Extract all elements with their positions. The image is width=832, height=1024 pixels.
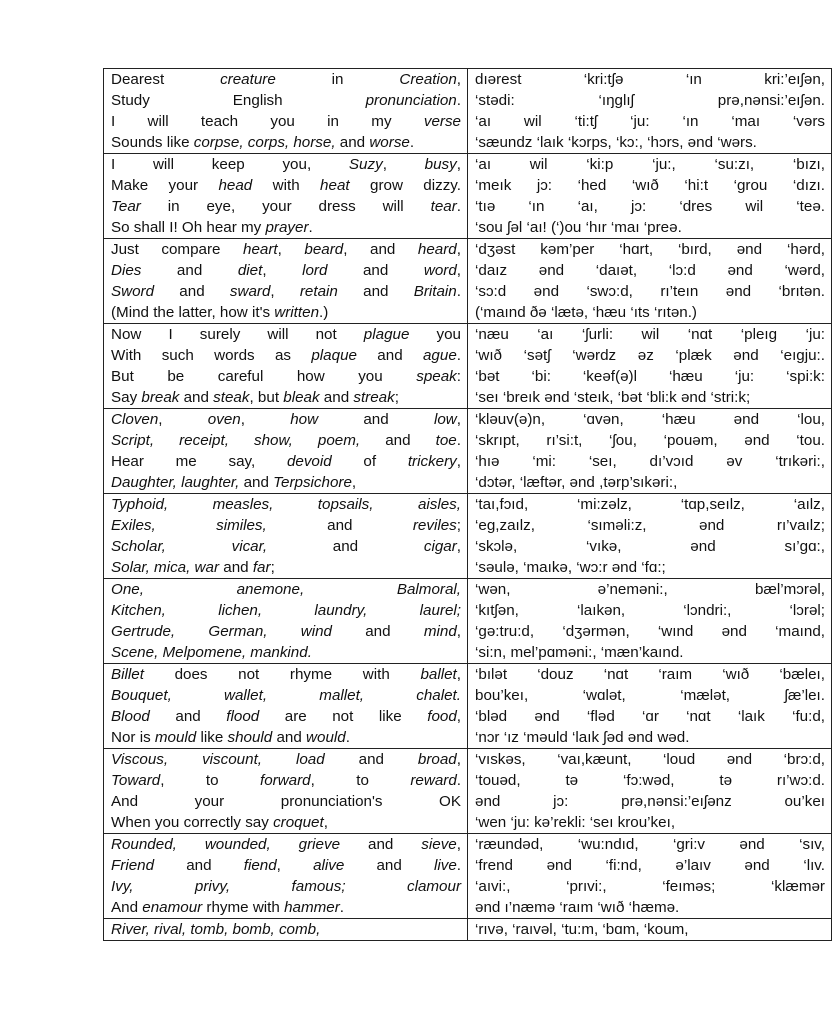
stanza-row [104,154,832,239]
phonetic-line: ‘taı,fɔıd, ‘mi:zəlz, ‘tɑp,seılz, ‘aılz, [475,496,825,513]
italic-word: Ivy, privy, famous; clamour [111,878,461,895]
phonetic-line: ‘meık jɔ: ‘hed ‘wıð ‘hi:t ‘grou ‘dızı. [475,177,825,194]
italic-word: diet [237,262,263,279]
plain-text: . [456,347,462,364]
phonetic-line: ‘tıə ‘ın ‘aı, jɔ: ‘dres wil ‘teə. [475,198,825,215]
english-verse-cell [104,154,468,239]
italic-word: Toward [111,772,161,789]
plain-text: I will teach you in my [111,113,424,130]
italic-word: how [290,411,319,428]
plain-text: and [337,283,414,300]
english-line [111,536,461,557]
plain-text: Say [111,389,142,406]
italic-word: cigar [423,538,457,555]
plain-text: Hear me say, [111,453,287,470]
plain-text: (Mind the latter, how it's [111,304,275,321]
phonetic-line: ‘daız ənd ‘daıət, ‘lɔ:d ənd ‘wərd, [475,262,825,279]
phonetic-transcription-cell [468,69,832,154]
plain-text: When you correctly say [111,814,274,831]
phonetic-line: ‘dʒəst kəm’per ‘hɑrt, ‘bırd, ənd ‘hərd, [475,241,825,258]
plain-text: rhyme with [202,899,285,916]
plain-text: . [456,283,461,300]
plain-text: . [308,219,313,236]
italic-word: broad [417,751,457,768]
english-line [111,217,461,238]
italic-word: creature [220,71,276,88]
plain-text: , [276,857,314,874]
plain-text: you [409,326,461,343]
english-verse-cell [104,834,468,919]
english-line [111,876,461,897]
italic-word: Friend [111,857,155,874]
plain-text: , [240,411,291,428]
italic-word: Britain [413,283,457,300]
phonetic-transcription-cell [468,154,832,239]
phonetic-line: ‘sou ʃəl ‘aı! (‘)ou ‘hır ‘maı ‘preə. [475,219,682,236]
plain-text: Make your [111,177,219,194]
plain-text: Dearest [111,71,221,88]
plain-text: . [456,857,462,874]
plain-text: and [272,729,307,746]
italic-word: food [427,708,457,725]
english-line [111,557,461,578]
english-line [111,324,461,345]
italic-word: alive [313,857,345,874]
plain-text: , but [249,389,284,406]
plain-text: , [456,241,461,258]
italic-word: plague [363,326,410,343]
plain-text: and [331,623,424,640]
phonetic-transcription-cell [468,919,832,941]
italic-word: should [227,729,273,746]
plain-text: But be careful how you [111,368,417,385]
phonetic-transcription-cell [468,239,832,324]
phonetic-line: ‘kıtʃən, ‘laıkən, ‘lɔndri:, ‘lɔrəl; [475,602,825,619]
italic-word: busy [424,156,457,173]
plain-text: and [149,708,227,725]
english-line [111,90,461,111]
italic-word: Typhoid, measles, topsails, aisles, [111,496,461,513]
plain-text: . [456,772,462,789]
english-line [111,770,461,791]
italic-word: live [433,857,457,874]
plain-text: Just compare [111,241,244,258]
italic-word: Rounded, wounded, grieve [111,836,341,853]
italic-word: Sword [111,283,155,300]
english-verse-cell [104,324,468,409]
plain-text: and [154,283,230,300]
english-verse-cell [104,409,468,494]
english-line [111,111,461,132]
italic-word: hammer [284,899,340,916]
english-verse-cell [104,919,468,941]
phonetic-line: ‘bət ‘bi: ‘keəf(ə)l ‘hæu ‘ju: ‘spi:k: [475,368,825,385]
phonetic-line: ‘bləd ənd ‘fləd ‘ɑr ‘nɑt ‘laık ‘fu:d, [475,708,825,725]
italic-word: Exiles, similes, [111,517,267,534]
english-line [111,302,461,323]
plain-text: , [456,453,461,470]
italic-word: mould [154,729,197,746]
plain-text: and [141,262,238,279]
italic-word: Suzy [348,156,383,173]
phonetic-line: ‘dɔtər, ‘læftər, ənd ,tərp’sıkəri:, [475,474,678,491]
plain-text: , [456,836,461,853]
english-line [111,834,461,855]
english-line [111,196,461,217]
italic-word: lord [302,262,328,279]
english-line [111,685,461,706]
plain-text: And [111,899,143,916]
english-line [111,69,461,90]
italic-word: trickery [407,453,457,470]
italic-word: Cloven [111,411,159,428]
plain-text: and [267,538,424,555]
phonetic-line: ‘aı wil ‘ti:tʃ ‘ju: ‘ın ‘maı ‘vərs [475,113,825,130]
english-line [111,430,461,451]
phonetic-line: ‘wən, ə’neməni:, bæl’mɔrəl, [475,581,825,598]
plain-text: , [456,71,461,88]
italic-word: break [141,389,180,406]
phonetic-line: ‘aı wil ‘ki:p ‘ju:, ‘su:zı, ‘bızı, [475,156,825,173]
plain-text: and [319,389,354,406]
plain-text: . [345,729,350,746]
english-line [111,239,461,260]
plain-text: , [382,156,425,173]
italic-word: steak [213,389,250,406]
plain-text: ; [394,389,399,406]
stanza-row [104,494,832,579]
phonetic-line: ‘kləuv(ə)n, ‘ɑvən, ‘hæu ənd ‘lou, [475,411,825,428]
poem-table [103,68,832,941]
plain-text: .) [319,304,329,321]
english-line [111,812,461,833]
english-line [111,281,461,302]
phonetic-line: ‘gə:tru:d, ‘dʒərmən, ‘wınd ənd ‘maınd, [475,623,825,640]
stanza-row [104,749,832,834]
italic-word: verse [423,113,461,130]
italic-word: sieve [421,836,457,853]
italic-word: plaque [311,347,357,364]
italic-word: tear [430,198,457,215]
english-line [111,345,461,366]
phonetic-line: ‘wıð ‘sətʃ ‘wərdz əz ‘plæk ənd ‘eıgju:. [475,347,825,364]
plain-text: , [456,666,461,683]
english-verse-cell [104,239,468,324]
plain-text: : [456,368,461,385]
plain-text: and [340,836,422,853]
stanza-row [104,409,832,494]
italic-word: fiend [243,857,277,874]
phonetic-line: ‘skrıpt, rı’si:t, ‘ʃou, ‘pouəm, ənd ‘tou. [475,432,825,449]
plain-text: , [270,283,300,300]
phonetic-line: ‘sæundz ‘laık ‘kɔrps, ‘kɔ:, ‘hɔrs, ənd ‘wərs. [475,134,757,151]
plain-text: , to [160,772,260,789]
italic-word: sward [229,283,271,300]
stanza-row [104,919,832,941]
italic-word: Scene, Melpomene, mankind. [111,644,312,661]
plain-text: , [456,708,462,725]
italic-word: streak [353,389,395,406]
plain-text: With such words as [111,347,312,364]
phonetic-line: ‘si:n, mel’pɑməni:, ‘mæn’kaınd. [475,644,684,661]
italic-word: Solar, mica, war [111,559,220,576]
stanza-row [104,664,832,749]
italic-word: heat [320,177,350,194]
plain-text: Study English [111,92,366,109]
stanza-row [104,579,832,664]
english-verse-cell [104,664,468,749]
english-line [111,791,461,812]
plain-text: , to [310,772,411,789]
phonetic-line: ‘stədi: ‘ıŋglıʃ prə,nənsi:’eıʃən. [475,92,825,109]
plain-text: Sounds like [111,134,194,151]
italic-word: heart [243,241,278,258]
italic-word: enamour [142,899,203,916]
phonetic-line: ənd jɔ: prə,nənsi:’eıʃənz ou’keı [475,793,825,810]
italic-word: Blood [111,708,150,725]
italic-word: low [433,411,457,428]
italic-word: forward [259,772,311,789]
plain-text: Now I surely will not [111,326,364,343]
plain-text: and [356,347,423,364]
english-verse-cell [104,579,468,664]
italic-word: Terpsichore [273,474,352,491]
italic-word: River, rival, tomb, bomb, comb, [111,921,321,938]
phonetic-transcription-cell [468,834,832,919]
english-line [111,855,461,876]
plain-text: So shall I! Oh hear my [111,219,266,236]
italic-word: Viscous, viscount, load [111,751,325,768]
italic-word: word [423,262,457,279]
phonetic-line: ‘wen ‘ju: kə’rekli: ‘seı krou’keı, [475,814,676,831]
plain-text: and [335,134,370,151]
english-line [111,472,461,493]
english-line [111,260,461,281]
plain-text: ; [270,559,275,576]
english-line [111,642,461,663]
italic-word: written [274,304,320,321]
italic-word: reward [410,772,457,789]
plain-text: and [239,474,274,491]
phonetic-line: ‘nɔr ‘ız ‘məuld ‘laık ʃəd ənd wəd. [475,729,690,746]
english-line [111,154,461,175]
plain-text: and [327,262,424,279]
italic-word: Script, receipt, show, poem, [111,432,361,449]
phonetic-line: ‘bılət ‘douz ‘nɑt ‘raım ‘wıð ‘bæleı, [475,666,825,683]
english-line [111,494,461,515]
stanza-row [104,239,832,324]
plain-text: does not rhyme with [143,666,421,683]
italic-word: Billet [111,666,144,683]
english-line [111,366,461,387]
plain-text: and [219,559,253,576]
english-verse-cell [104,69,468,154]
italic-word: beard [304,241,344,258]
plain-text: with [252,177,321,194]
italic-word: croquet [273,814,324,831]
italic-word: pronunciation [365,92,457,109]
phonetic-line: ‘skɔlə, ‘vıkə, ənd sı’gɑ:, [475,538,825,555]
plain-text: . [456,198,461,215]
plain-text: , [323,814,328,831]
plain-text: I will keep you, [111,156,349,173]
phonetic-line: ‘seı ‘breık ənd ‘steık, ‘bət ‘bli:k ənd ‘stri:k; [475,389,751,406]
english-line [111,132,461,153]
plain-text: . [456,92,461,109]
italic-word: head [218,177,253,194]
plain-text: . [456,432,461,449]
plain-text: , [351,474,357,491]
italic-word: Creation [399,71,457,88]
italic-word: corpse, corps, horse, [193,134,336,151]
plain-text: , and [343,241,418,258]
plain-text: and [266,517,413,534]
plain-text: like [196,729,228,746]
english-verse-cell [104,494,468,579]
plain-text: Nor is [111,729,155,746]
plain-text: and [360,432,436,449]
poem-rows [104,69,832,941]
phonetic-transcription-cell [468,494,832,579]
italic-word: Gertrude, German, wind [111,623,332,640]
english-line [111,749,461,770]
italic-word: bleak [283,389,320,406]
italic-word: flood [226,708,260,725]
phonetic-line: ‘frend ənd ‘fi:nd, ə’laıv ənd ‘lıv. [475,857,825,874]
italic-word: ague [422,347,457,364]
plain-text: of [331,453,408,470]
phonetic-line: ənd ı’næmə ‘raım ‘wıð ‘hæmə. [475,899,680,916]
plain-text: , [456,411,461,428]
italic-word: far [252,559,271,576]
stanza-row [104,834,832,919]
stanza-row [104,69,832,154]
english-line [111,919,461,940]
plain-text: , [456,538,462,555]
italic-word: Tear [111,198,141,215]
plain-text: And your pronunciation's OK [111,793,461,810]
english-line [111,600,461,621]
italic-word: retain [299,283,338,300]
plain-text: in eye, your dress will [140,198,431,215]
italic-word: reviles [412,517,457,534]
italic-word: Dies [111,262,142,279]
plain-text: and [344,857,434,874]
plain-text: , [262,262,303,279]
italic-word: Scholar, vicar, [111,538,268,555]
plain-text: grow dizzy. [349,177,461,194]
plain-text: and [179,389,214,406]
phonetic-line: ‘vıskəs, ‘vaı,kæunt, ‘loud ənd ‘brɔ:d, [475,751,825,768]
italic-word: would [306,729,346,746]
english-line [111,175,461,196]
italic-word: worse [369,134,410,151]
english-line [111,409,461,430]
plain-text: , [456,262,462,279]
phonetic-line: (‘maınd ðə ‘lætə, ‘hæu ‘ıts ‘rıtən.) [475,304,697,321]
plain-text: . [409,134,415,151]
phonetic-line: ‘touəd, tə ‘fɔ:wəd, tə rı’wɔ:d. [475,772,825,789]
english-line [111,897,461,918]
english-line [111,706,461,727]
plain-text: . [339,899,345,916]
plain-text: and [318,411,434,428]
phonetic-transcription-cell [468,409,832,494]
phonetic-line: ‘eg,zaılz, ‘sıməli:z, ənd rı’vaılz; [475,517,825,534]
phonetic-transcription-cell [468,579,832,664]
english-verse-cell [104,749,468,834]
phonetic-line: ‘aıvi:, ‘prıvi:, ‘feıməs; ‘klæmər [475,878,825,895]
phonetic-line: ‘sɔ:d ənd ‘swɔ:d, rı’teın ənd ‘brıtən. [475,283,825,300]
plain-text: , [277,241,305,258]
plain-text: in [275,71,400,88]
phonetic-line: bou’keı, ‘wɑlət, ‘mælət, ʃæ’leı. [475,687,825,704]
italic-word: Daughter, laughter, [111,474,240,491]
phonetic-line: ‘rıvə, ‘raıvəl, ‘tu:m, ‘bɑm, ‘koum, [475,921,689,938]
italic-word: oven [207,411,241,428]
phonetic-line: ‘ræundəd, ‘wu:ndıd, ‘gri:v ənd ‘sıv, [475,836,825,853]
italic-word: toe [435,432,457,449]
plain-text: , [158,411,208,428]
italic-word: Bouquet, wallet, mallet, chalet. [111,687,461,704]
english-line [111,727,461,748]
phonetic-line: dıərest ‘kri:tʃə ‘ın kri:’eıʃən, [475,71,825,88]
italic-word: mind [423,623,457,640]
english-line [111,451,461,472]
phonetic-transcription-cell [468,324,832,409]
plain-text: are not like [259,708,428,725]
plain-text: , [456,156,461,173]
italic-word: Kitchen, lichen, laundry, laurel; [111,602,461,619]
italic-word: One, anemone, Balmoral, [111,581,461,598]
phonetic-transcription-cell [468,749,832,834]
plain-text: and [324,751,418,768]
phonetic-transcription-cell [468,664,832,749]
stanza-row [104,324,832,409]
plain-text: and [154,857,244,874]
italic-word: prayer [265,219,309,236]
plain-text: , [456,623,461,640]
english-line [111,515,461,536]
phonetic-line: ‘hıə ‘mi: ‘seı, dı’vɔıd əv ‘trıkəri:, [475,453,825,470]
english-line [111,387,461,408]
plain-text: ; [456,517,461,534]
italic-word: devoid [286,453,332,470]
phonetic-line: ‘səulə, ‘maıkə, ‘wɔ:r ənd ‘fɑ:; [475,559,666,576]
plain-text: , [456,751,461,768]
english-line [111,621,461,642]
italic-word: ballet [420,666,457,683]
italic-word: heard [417,241,457,258]
italic-word: speak [416,368,457,385]
english-line [111,579,461,600]
phonetic-line: ‘næu ‘aı ‘ʃurli: wil ‘nɑt ‘pleıg ‘ju: [475,326,825,343]
english-line [111,664,461,685]
